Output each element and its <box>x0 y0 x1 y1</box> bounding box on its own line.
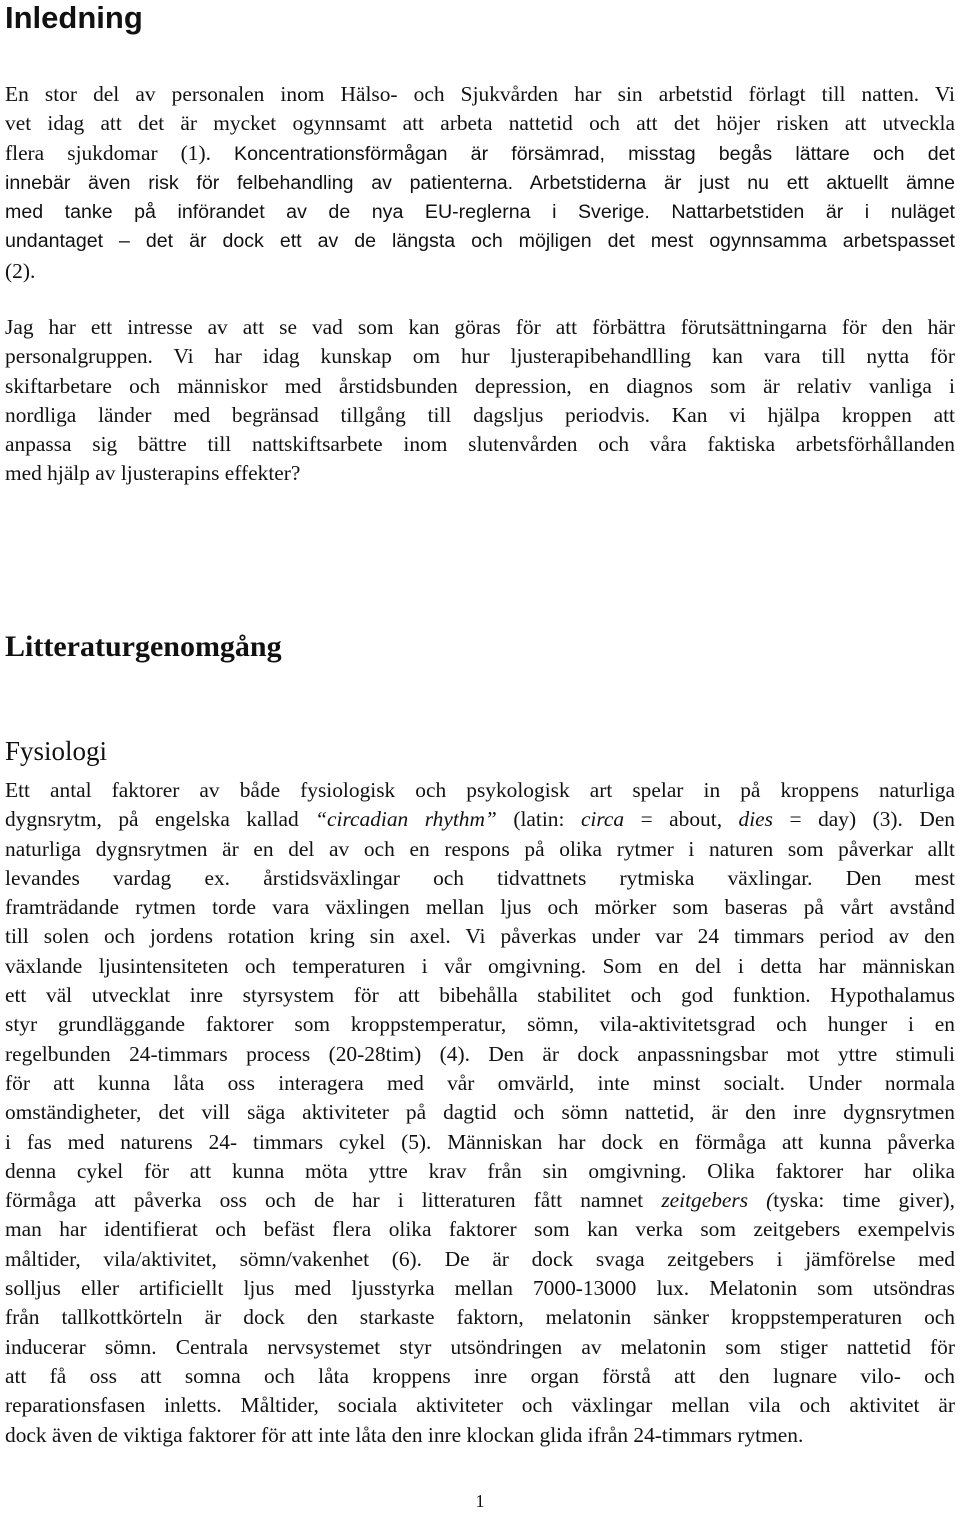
text-segment: Ett antal faktorer av både fysiologisk och psykologisk art spelar in på kroppens naturliga <box>5 778 955 802</box>
text-segment: flera sjukdomar (1). <box>5 140 235 165</box>
text-line <box>5 1186 955 1215</box>
text-segment: måltider, vila/aktivitet, sömn/vakenhet (6). De är dock svaga zeitgebers i jämförelse med <box>5 1246 955 1271</box>
text-segment: Koncentrationsförmågan är försämrad, misstag begås lättare och det <box>234 142 955 165</box>
text-line <box>5 1274 955 1303</box>
text-line <box>5 198 955 227</box>
text-line <box>5 1303 955 1332</box>
text-segment: tyska: time giver), <box>773 1188 955 1213</box>
text-segment: naturliga dygnsrytmen är en del av och en respons på olika rytmer i naturen som påverkar allt <box>5 836 955 861</box>
text-segment: = about, <box>624 807 739 832</box>
text-line <box>5 1391 955 1420</box>
text-line <box>5 1069 955 1098</box>
text-line: anpassa sig bättre till nattskiftsarbete inom slutenvården och våra faktiska arbetsförhållanden <box>5 432 955 457</box>
text-segment: (latin: <box>496 807 581 832</box>
text-segment: levandes vardag ex. årstidsväxlingar och tidvattnets rytmiska växlingar. Den mest <box>5 865 955 890</box>
text-segment: (2). <box>5 258 36 283</box>
text-segment: man har identifierat och befäst flera olika faktorer som kan verka som zeitgebers exempelvis <box>5 1217 955 1242</box>
text-segment: växlande ljusintensiteten och temperaturen i vår omgivning. Som en del i detta har människan <box>5 953 955 978</box>
text-line: personalgruppen. Vi har idag kunskap om hur ljusterapibehandlling kan vara till nytta för <box>5 344 955 369</box>
text-line <box>5 893 955 922</box>
text-line <box>5 805 955 834</box>
text-segment: i fas med naturens 24- timmars cykel (5). Människan har dock en förmåga att kunna påverka <box>5 1129 955 1154</box>
text-line: Jag har ett intresse av att se vad som kan göras för att förbättra förutsättningarna för den här <box>5 315 955 339</box>
fysiologi-paragraph <box>5 776 955 1450</box>
text-segment: framträdande rytmen torde vara växlingen mellan ljus och mörker som baseras på vårt avstånd <box>5 895 955 920</box>
text-line <box>5 776 955 805</box>
text-line: med hjälp av ljusterapins effekter? <box>5 461 301 486</box>
text-segment: En stor del av personalen inom Hälso- och Sjukvården har sin arbetstid förlagt till natten. Vi <box>5 82 955 106</box>
intro-paragraph-2 <box>5 313 955 489</box>
text-segment: att få oss att somna och låta kroppens inre organ förstå att den lugnare vilo- och <box>5 1363 955 1388</box>
text-segment: styr grundläggande faktorer som kroppstemperatur, sömn, vila-aktivitetsgrad och hunger i en <box>5 1012 955 1037</box>
text-segment: omständigheter, det vill säga aktiviteter på dagtid och sömn nattetid, är den inre dygnsrytmen <box>5 1100 955 1125</box>
text-segment: regelbunden 24-timmars process (20-28tim) (4). Den är dock anpassningsbar mot yttre stimuli <box>5 1041 955 1066</box>
text-line <box>5 922 955 951</box>
text-line <box>5 1128 955 1157</box>
page-number: 1 <box>475 1491 485 1511</box>
text-segment: inducerar sömn. Centrala nervsystemet styr utsöndringen av melatonin som stiger nattetid för <box>5 1334 955 1359</box>
text-segment: förmåga att påverka oss och de har i litteraturen fått namnet <box>5 1188 662 1213</box>
text-line <box>5 169 955 198</box>
text-segment: till solen och jordens rotation kring sin axel. Vi påverkas under var 24 timmars period av den <box>5 924 955 949</box>
text-segment: innebär även risk för felbehandling av patienterna. <box>5 171 530 194</box>
italic-term: dies <box>738 807 774 832</box>
text-line <box>5 1421 955 1450</box>
text-segment: undantaget – det är dock ett av de längsta och möjligen det mest ogynnsamma arbetspasset <box>5 230 955 253</box>
italic-term: “circadian rhythm” <box>315 807 497 832</box>
text-line <box>5 1215 955 1244</box>
text-segment: med tanke på införandet av de nya EU-reglerna i Sverige. <box>5 201 672 224</box>
text-line <box>5 835 955 864</box>
text-line: skiftarbetare och människor med årstidsbunden depression, en diagnos som är relativ vanliga i <box>5 373 955 398</box>
text-segment: reparationsfasen inletts. Måltider, sociala aktiviteter och växlingar mellan vila och aktivitet är <box>5 1393 955 1418</box>
heading-fysiologi: Fysiologi <box>5 736 108 766</box>
text-line <box>5 109 955 138</box>
italic-term: circa <box>580 807 625 832</box>
text-segment: denna cykel för att kunna möta yttre krav från sin omgivning. Olika faktorer har olika <box>5 1158 955 1183</box>
text-line <box>5 981 955 1010</box>
text-segment: = day) (3). Den <box>773 807 956 832</box>
text-line <box>5 80 955 109</box>
text-line <box>5 864 955 893</box>
text-line <box>5 952 955 981</box>
text-segment: ett väl utvecklat inre styrsystem för att bibehålla stabilitet och god funktion. Hypothalamus <box>5 983 955 1008</box>
intro-paragraph-1 <box>5 80 955 286</box>
heading-litteraturgenomgang: Litteraturgenomgång <box>5 630 282 663</box>
text-line <box>5 139 955 169</box>
text-line <box>5 257 955 286</box>
text-segment: dock även de viktiga faktorer för att inte låta den inre klockan glida ifrån 24-timmars rytmen. <box>5 1422 804 1447</box>
text-line <box>5 1333 955 1362</box>
text-line <box>5 1157 955 1186</box>
italic-term: zeitgebers ( <box>661 1188 774 1213</box>
text-segment: dygnsrytm, på engelska kallad <box>5 807 316 832</box>
text-line <box>5 1245 955 1274</box>
text-line <box>5 1040 955 1069</box>
text-segment: Nattarbetstiden är i nuläget <box>671 201 955 224</box>
text-line <box>5 1362 955 1391</box>
text-line: nordliga länder med begränsad tillgång till dagsljus periodvis. Kan vi hjälpa kroppen att <box>5 402 955 427</box>
text-line <box>5 1010 955 1039</box>
text-line <box>5 227 955 256</box>
text-line <box>5 1098 955 1127</box>
heading-inledning: Inledning <box>5 0 143 35</box>
text-segment: från tallkottkörteln är dock den starkaste faktorn, melatonin sänker kroppstemperaturen och <box>5 1305 955 1330</box>
text-segment: för att kunna låta oss interagera med vår omvärld, inte minst socialt. Under normala <box>5 1070 955 1095</box>
text-segment: vet idag att det är mycket ogynnsamt att arbeta nattetid och att det höjer risken att utveckla <box>5 111 955 136</box>
text-segment: Arbetstiderna är just nu ett aktuellt ämne <box>529 171 955 194</box>
text-segment: solljus eller artificiellt ljus med ljusstyrka mellan 7000-13000 lux. Melatonin som utsöndras <box>5 1276 955 1301</box>
